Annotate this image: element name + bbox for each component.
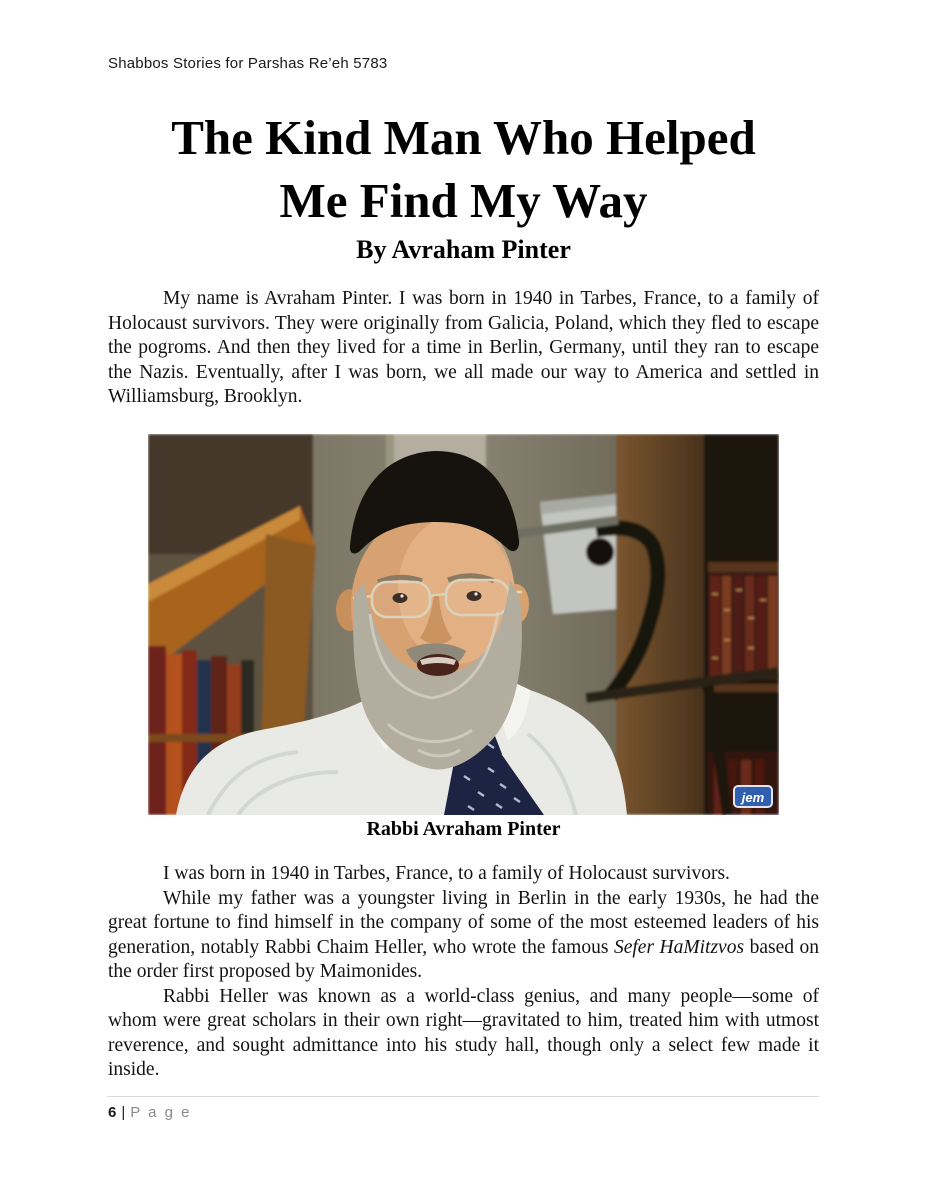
running-header: Shabbos Stories for Parshas Re’eh 5783: [108, 55, 388, 72]
portrait-photo-illustration: [148, 434, 779, 815]
jem-watermark: [734, 786, 772, 807]
paragraph-3-text: While my father was a youngster living in Berlin in the early 1930s, he had the great fortune to find himself in the company of some of the most esteemed leaders of his generation, notably Rabbi Chaim Heller, who wrote the famous: [108, 887, 819, 958]
portrait-photo: [148, 434, 779, 815]
page-footer: [108, 1104, 192, 1121]
paragraph-3-text-after: based on the order first proposed by Maimonides.: [108, 936, 820, 982]
body-paragraph-block: [108, 862, 819, 1083]
footer-divider: [107, 1096, 819, 1097]
paragraph-3: [108, 887, 819, 985]
footer-separator: |: [121, 1104, 126, 1121]
intro-paragraph-block: [108, 287, 819, 410]
article-title-line-2: Me Find My Way: [279, 173, 648, 228]
paragraph-3-book-title: Sefer HaMitzvos: [613, 936, 745, 958]
paragraph-4: Rabbi Heller was known as a world-class genius, and many people—some of whom were great scholars in their own right—gravitated to him, treated him with utmost reverence, and sought admittance into his study hall, though only a select few made it inside.: [108, 985, 819, 1080]
article-title-block: [108, 106, 819, 266]
jem-watermark-text: jem: [741, 790, 765, 805]
paragraph-1: My name is Avraham Pinter. I was born in 1940 in Tarbes, France, to a family of Holocaust survivors. They were originally from Galicia, Poland, which they fled to escape the pogroms. And then they lived for a time in Berlin, Germany, until they ran to escape the Nazis. Eventually, after I was born, we all made our way to America and settled in Williamsburg, Brooklyn.: [108, 288, 819, 407]
footer-page-label: P a g e: [130, 1104, 192, 1121]
page-number: 6: [108, 1104, 117, 1121]
photo-caption: Rabbi Avraham Pinter: [366, 818, 561, 840]
paragraph-2: I was born in 1940 in Tarbes, France, to a family of Holocaust survivors.: [163, 863, 730, 884]
article-title-line-1: The Kind Man Who Helped: [171, 110, 756, 165]
article-byline: By Avraham Pinter: [356, 235, 571, 264]
